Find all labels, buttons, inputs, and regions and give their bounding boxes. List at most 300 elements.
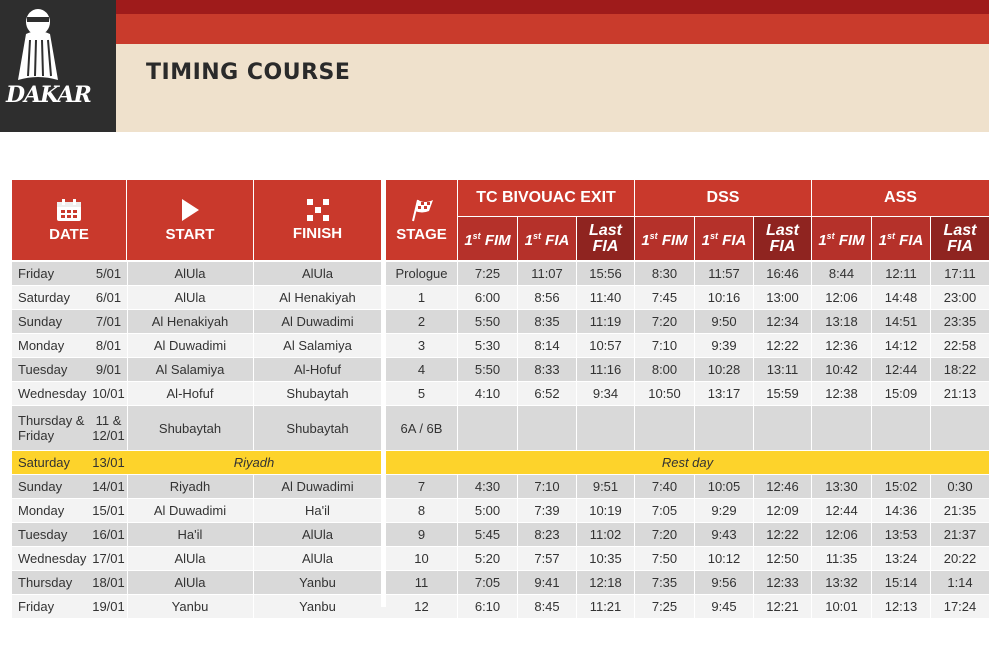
group-dss-label: DSS bbox=[706, 189, 740, 206]
table-row bbox=[12, 547, 989, 570]
time-cell: 12:22 bbox=[766, 338, 799, 353]
column-separator bbox=[634, 523, 635, 546]
time-cell: 5:20 bbox=[474, 551, 501, 566]
start-cell: Al-Hofuf bbox=[166, 386, 214, 401]
time-cell: 10:12 bbox=[707, 551, 741, 566]
time-cell: 9:41 bbox=[534, 575, 560, 590]
time-cell: 23:35 bbox=[943, 314, 977, 329]
time-cell: 11:16 bbox=[589, 362, 622, 377]
time-cell: 10:01 bbox=[825, 599, 858, 614]
checkered-flag-icon bbox=[307, 199, 329, 221]
column-separator bbox=[871, 475, 872, 498]
finish-cell: Al Henakiyah bbox=[279, 290, 356, 305]
column-separator bbox=[811, 571, 812, 594]
column-separator bbox=[517, 334, 518, 357]
column-separator bbox=[634, 286, 635, 309]
time-cell: 10:19 bbox=[589, 503, 622, 518]
date-cell: 11 & 12/01 bbox=[92, 413, 125, 443]
column-separator bbox=[694, 475, 695, 498]
date-cell: 8/01 bbox=[95, 338, 122, 353]
time-cell: 14:12 bbox=[884, 338, 918, 353]
time-cell: 9:29 bbox=[711, 503, 737, 518]
day-cell: Tuesday bbox=[18, 527, 68, 542]
column-separator bbox=[576, 595, 577, 618]
start-cell: Riyadh bbox=[169, 479, 211, 494]
date-cell: 7/01 bbox=[95, 314, 122, 329]
header-finish bbox=[254, 180, 381, 260]
start-cell: AlUla bbox=[174, 290, 206, 305]
column-separator bbox=[753, 523, 754, 546]
column-separator bbox=[930, 595, 931, 618]
start-cell: Al Henakiyah bbox=[151, 314, 229, 329]
table-row bbox=[12, 334, 989, 357]
rest-city-cell: Riyadh bbox=[127, 451, 381, 474]
time-cell bbox=[695, 406, 753, 450]
start-cell: Al Duwadimi bbox=[153, 503, 227, 518]
time-cell: 7:35 bbox=[651, 575, 678, 590]
column-separator bbox=[871, 310, 872, 333]
dakar-figure-icon bbox=[0, 0, 116, 132]
column-separator bbox=[457, 547, 458, 570]
column-separator bbox=[694, 286, 695, 309]
stage-cell: 5 bbox=[417, 386, 426, 401]
time-cell bbox=[812, 406, 871, 450]
column-separator bbox=[576, 499, 577, 522]
time-cell: 21:35 bbox=[943, 503, 977, 518]
time-cell: 21:13 bbox=[943, 386, 977, 401]
dakar-logo bbox=[0, 0, 116, 132]
column-separator bbox=[871, 499, 872, 522]
column-separator bbox=[576, 310, 577, 333]
time-cell: 10:42 bbox=[825, 362, 858, 377]
column-separator bbox=[753, 595, 754, 618]
time-cell: 11:19 bbox=[589, 314, 622, 329]
column-separator bbox=[634, 262, 635, 285]
column-separator bbox=[694, 499, 695, 522]
column-separator bbox=[127, 382, 128, 405]
column-separator bbox=[811, 262, 812, 285]
time-cell bbox=[754, 406, 811, 450]
time-cell: 21:37 bbox=[943, 527, 977, 542]
time-cell: 5:30 bbox=[474, 338, 501, 353]
time-cell: 6:10 bbox=[474, 599, 501, 614]
column-separator bbox=[634, 358, 635, 381]
column-separator bbox=[576, 358, 577, 381]
time-cell: 7:20 bbox=[651, 314, 678, 329]
time-cell: 12:44 bbox=[884, 362, 918, 377]
column-separator bbox=[634, 382, 635, 405]
column-separator bbox=[694, 382, 695, 405]
start-cell: AlUla bbox=[174, 551, 206, 566]
column-separator bbox=[930, 475, 931, 498]
time-cell: 14:48 bbox=[884, 290, 918, 305]
column-separator bbox=[127, 406, 128, 450]
column-separator bbox=[930, 499, 931, 522]
start-cell: Yanbu bbox=[171, 599, 209, 614]
date-cell: 18/01 bbox=[92, 575, 125, 590]
column-separator bbox=[457, 523, 458, 546]
finish-cell: Al-Hofuf bbox=[294, 362, 341, 377]
start-cell: Al Salamiya bbox=[155, 362, 225, 377]
stage-cell: 12 bbox=[414, 599, 429, 614]
table-row bbox=[12, 406, 989, 450]
time-cell: 9:51 bbox=[592, 479, 619, 494]
column-separator bbox=[753, 475, 754, 498]
column-separator bbox=[253, 475, 254, 498]
day-cell: Friday bbox=[18, 599, 55, 614]
column-separator bbox=[811, 595, 812, 618]
column-separator bbox=[457, 310, 458, 333]
column-separator bbox=[253, 499, 254, 522]
header-finish-label: FINISH bbox=[292, 224, 343, 242]
time-cell: 12:21 bbox=[766, 599, 799, 614]
column-separator bbox=[634, 499, 635, 522]
time-cell bbox=[458, 406, 517, 450]
rest-day-cell: Rest day bbox=[386, 451, 989, 474]
time-cell: 8:35 bbox=[534, 314, 560, 329]
column-separator bbox=[753, 571, 754, 594]
time-cell bbox=[577, 406, 634, 450]
date-cell: 9/01 bbox=[95, 362, 122, 377]
column-separator bbox=[753, 262, 754, 285]
race-flag-icon bbox=[409, 198, 435, 222]
column-separator bbox=[930, 358, 931, 381]
day-cell: Saturday bbox=[18, 455, 71, 470]
column-separator bbox=[517, 499, 518, 522]
date-cell: 13/01 bbox=[92, 455, 125, 470]
time-cell: 9:34 bbox=[592, 386, 619, 401]
day-cell: Saturday bbox=[18, 290, 71, 305]
column-separator bbox=[457, 286, 458, 309]
time-cell: 8:30 bbox=[651, 266, 678, 281]
stage-cell: 3 bbox=[417, 338, 426, 353]
date-cell: 6/01 bbox=[95, 290, 122, 305]
column-separator bbox=[871, 358, 872, 381]
play-icon bbox=[180, 198, 200, 222]
column-separator bbox=[517, 475, 518, 498]
column-separator bbox=[253, 262, 254, 285]
header-start-label: START bbox=[165, 225, 215, 243]
day-cell: Thursday bbox=[18, 575, 73, 590]
subheader-last-fia: Last FIA bbox=[754, 217, 811, 260]
time-cell: 8:44 bbox=[828, 266, 855, 281]
time-cell: 17:11 bbox=[944, 266, 976, 281]
column-separator bbox=[811, 286, 812, 309]
column-separator bbox=[753, 499, 754, 522]
subheader-first-fia: 1st FIA bbox=[695, 217, 753, 260]
column-separator bbox=[253, 547, 254, 570]
column-separator bbox=[811, 547, 812, 570]
time-cell: 0:30 bbox=[947, 479, 973, 494]
time-cell: 7:25 bbox=[651, 599, 678, 614]
date-cell: 14/01 bbox=[92, 479, 125, 494]
finish-cell: AlUla bbox=[301, 266, 334, 281]
time-cell: 10:57 bbox=[589, 338, 622, 353]
time-cell: 7:40 bbox=[651, 479, 678, 494]
column-separator bbox=[634, 475, 635, 498]
finish-cell: Ha'il bbox=[305, 503, 330, 518]
column-separator bbox=[930, 382, 931, 405]
column-separator bbox=[576, 523, 577, 546]
time-cell: 7:20 bbox=[651, 527, 678, 542]
header-cream-band bbox=[116, 44, 989, 132]
column-separator bbox=[576, 262, 577, 285]
time-cell: 13:11 bbox=[766, 362, 799, 377]
column-separator bbox=[517, 310, 518, 333]
time-cell: 12:22 bbox=[766, 527, 799, 542]
time-cell: 13:17 bbox=[707, 386, 741, 401]
time-cell: 9:45 bbox=[711, 599, 737, 614]
time-cell: 11:40 bbox=[589, 290, 622, 305]
column-separator bbox=[753, 358, 754, 381]
column-separator bbox=[253, 382, 254, 405]
day-cell: Sunday bbox=[18, 479, 63, 494]
day-cell: Wednesday bbox=[18, 386, 87, 401]
time-cell: 15:14 bbox=[884, 575, 918, 590]
finish-cell: AlUla bbox=[301, 527, 334, 542]
column-separator bbox=[871, 382, 872, 405]
column-separator bbox=[811, 358, 812, 381]
date-cell: 15/01 bbox=[92, 503, 125, 518]
time-cell: 4:10 bbox=[474, 386, 501, 401]
header-group-dss bbox=[635, 180, 811, 216]
column-separator bbox=[127, 571, 128, 594]
finish-cell: Al Salamiya bbox=[283, 338, 352, 353]
time-cell: 12:11 bbox=[885, 266, 917, 281]
column-separator bbox=[694, 334, 695, 357]
time-cell: 7:39 bbox=[534, 503, 560, 518]
time-cell: 8:33 bbox=[534, 362, 560, 377]
time-cell: 10:28 bbox=[707, 362, 741, 377]
time-cell: 10:16 bbox=[707, 290, 741, 305]
subheader-first-fim: 1st FIM bbox=[812, 217, 871, 260]
stage-cell: 7 bbox=[417, 479, 426, 494]
time-cell: 7:45 bbox=[651, 290, 678, 305]
column-separator bbox=[871, 523, 872, 546]
column-separator bbox=[694, 547, 695, 570]
column-separator bbox=[753, 406, 754, 450]
column-separator bbox=[127, 475, 128, 498]
column-separator bbox=[457, 406, 458, 450]
subheader-first-fia: 1st FIA bbox=[518, 217, 576, 260]
column-separator bbox=[576, 334, 577, 357]
column-separator bbox=[127, 547, 128, 570]
day-cell: Monday bbox=[18, 503, 65, 518]
column-separator bbox=[634, 571, 635, 594]
stage-cell: 8 bbox=[417, 503, 426, 518]
time-cell: 12:34 bbox=[766, 314, 799, 329]
column-separator bbox=[871, 334, 872, 357]
subheader-first-fim: 1st FIM bbox=[635, 217, 694, 260]
stage-cell: 10 bbox=[414, 551, 429, 566]
time-cell: 4:30 bbox=[474, 479, 501, 494]
time-cell: 7:10 bbox=[651, 338, 678, 353]
date-cell: 19/01 bbox=[92, 599, 125, 614]
column-separator bbox=[457, 571, 458, 594]
column-separator bbox=[576, 286, 577, 309]
column-separator bbox=[253, 595, 254, 618]
time-cell: 5:50 bbox=[474, 362, 501, 377]
time-cell: 13:30 bbox=[825, 479, 858, 494]
time-cell: 12:46 bbox=[766, 479, 799, 494]
start-cell: Ha'il bbox=[177, 527, 203, 542]
time-cell: 5:50 bbox=[474, 314, 501, 329]
column-separator bbox=[457, 499, 458, 522]
time-cell: 13:24 bbox=[884, 551, 918, 566]
column-separator bbox=[127, 310, 128, 333]
time-cell: 8:00 bbox=[651, 362, 678, 377]
column-separator bbox=[930, 286, 931, 309]
column-separator bbox=[253, 286, 254, 309]
time-cell: 23:00 bbox=[943, 290, 977, 305]
table-row bbox=[12, 451, 989, 474]
time-cell: 7:10 bbox=[534, 479, 560, 494]
column-separator bbox=[930, 262, 931, 285]
time-cell: 10:35 bbox=[589, 551, 622, 566]
header-date bbox=[12, 180, 126, 260]
time-cell: 11:57 bbox=[708, 266, 740, 281]
column-separator bbox=[634, 547, 635, 570]
group-ass-label: ASS bbox=[884, 189, 917, 206]
column-separator bbox=[930, 523, 931, 546]
day-cell: Thursday & Friday bbox=[18, 413, 85, 443]
column-separator bbox=[811, 310, 812, 333]
column-separator bbox=[811, 382, 812, 405]
day-cell: Sunday bbox=[18, 314, 63, 329]
time-cell bbox=[872, 406, 930, 450]
time-cell: 15:02 bbox=[884, 479, 918, 494]
column-separator bbox=[871, 262, 872, 285]
time-cell: 14:51 bbox=[884, 314, 918, 329]
column-separator bbox=[694, 523, 695, 546]
column-separator bbox=[517, 523, 518, 546]
time-cell: 9:56 bbox=[711, 575, 737, 590]
column-separator bbox=[871, 286, 872, 309]
column-separator bbox=[811, 499, 812, 522]
time-cell: 9:39 bbox=[711, 338, 737, 353]
stage-cell: 9 bbox=[417, 527, 426, 542]
column-separator bbox=[457, 262, 458, 285]
time-cell: 8:45 bbox=[534, 599, 560, 614]
column-separator bbox=[457, 334, 458, 357]
time-cell: 13:32 bbox=[825, 575, 858, 590]
time-cell: 9:50 bbox=[711, 314, 737, 329]
time-cell: 15:59 bbox=[766, 386, 799, 401]
time-cell bbox=[635, 406, 694, 450]
table-row bbox=[12, 523, 989, 546]
column-separator bbox=[127, 499, 128, 522]
day-cell: Wednesday bbox=[18, 551, 87, 566]
date-cell: 17/01 bbox=[92, 551, 125, 566]
time-cell: 7:05 bbox=[474, 575, 501, 590]
header-stage bbox=[386, 180, 457, 260]
table-row bbox=[12, 499, 989, 522]
column-separator bbox=[576, 547, 577, 570]
column-separator bbox=[871, 571, 872, 594]
column-separator bbox=[811, 334, 812, 357]
table-row bbox=[12, 310, 989, 333]
column-separator bbox=[634, 334, 635, 357]
header-group-tc bbox=[458, 180, 634, 216]
table-row bbox=[12, 382, 989, 405]
finish-cell: Shubaytah bbox=[286, 420, 349, 436]
column-separator bbox=[576, 475, 577, 498]
group-tc-label: TC BIVOUAC EXIT bbox=[476, 189, 616, 206]
time-cell: 5:45 bbox=[474, 527, 501, 542]
subheader-first-fia: 1st FIA bbox=[872, 217, 930, 260]
column-separator bbox=[457, 595, 458, 618]
time-cell: 8:56 bbox=[534, 290, 560, 305]
column-separator bbox=[517, 358, 518, 381]
stage-cell: 4 bbox=[417, 362, 426, 377]
column-separator bbox=[694, 571, 695, 594]
column-gap bbox=[381, 179, 386, 607]
stage-cell: 2 bbox=[417, 314, 426, 329]
column-separator bbox=[694, 358, 695, 381]
start-cell: Al Duwadimi bbox=[153, 338, 227, 353]
time-cell: 7:50 bbox=[651, 551, 678, 566]
logo-text: DAKAR bbox=[6, 82, 91, 108]
stage-cell: 6A / 6B bbox=[400, 420, 443, 436]
column-separator bbox=[694, 310, 695, 333]
finish-cell: AlUla bbox=[301, 551, 334, 566]
header-red-band bbox=[116, 14, 989, 44]
column-separator bbox=[253, 310, 254, 333]
page-title: TIMING COURSE bbox=[146, 60, 351, 85]
calendar-icon bbox=[56, 198, 82, 222]
column-separator bbox=[753, 382, 754, 405]
time-cell: 22:58 bbox=[943, 338, 977, 353]
column-separator bbox=[127, 286, 128, 309]
time-cell: 15:09 bbox=[884, 386, 918, 401]
time-cell: 12:38 bbox=[825, 386, 858, 401]
column-separator bbox=[517, 382, 518, 405]
column-separator bbox=[634, 595, 635, 618]
finish-cell: Shubaytah bbox=[286, 386, 349, 401]
column-separator bbox=[127, 523, 128, 546]
finish-cell: Al Duwadimi bbox=[281, 479, 354, 494]
time-cell: 13:18 bbox=[825, 314, 858, 329]
subheader-first-fim: 1st FIM bbox=[458, 217, 517, 260]
column-separator bbox=[253, 358, 254, 381]
day-cell: Tuesday bbox=[18, 362, 68, 377]
column-separator bbox=[811, 475, 812, 498]
table-row bbox=[12, 595, 989, 618]
time-cell: 12:06 bbox=[825, 527, 858, 542]
column-separator bbox=[930, 547, 931, 570]
finish-cell: Yanbu bbox=[299, 599, 336, 614]
time-cell: 5:00 bbox=[474, 503, 501, 518]
header-stage-label: STAGE bbox=[396, 225, 447, 243]
column-separator bbox=[517, 406, 518, 450]
column-separator bbox=[517, 547, 518, 570]
time-cell: 12:50 bbox=[766, 551, 799, 566]
subheader-last-fia: Last FIA bbox=[931, 217, 989, 260]
column-separator bbox=[457, 382, 458, 405]
column-separator bbox=[930, 310, 931, 333]
date-cell: 10/01 bbox=[92, 386, 125, 401]
time-cell: 20:22 bbox=[943, 551, 977, 566]
time-cell: 12:44 bbox=[825, 503, 858, 518]
time-cell: 8:14 bbox=[534, 338, 560, 353]
start-cell: Shubaytah bbox=[158, 420, 222, 436]
time-cell: 16:46 bbox=[766, 266, 799, 281]
finish-cell: Yanbu bbox=[299, 575, 336, 590]
column-separator bbox=[930, 406, 931, 450]
date-cell: 5/01 bbox=[95, 266, 122, 281]
column-separator bbox=[457, 475, 458, 498]
time-cell: 11:21 bbox=[589, 599, 622, 614]
